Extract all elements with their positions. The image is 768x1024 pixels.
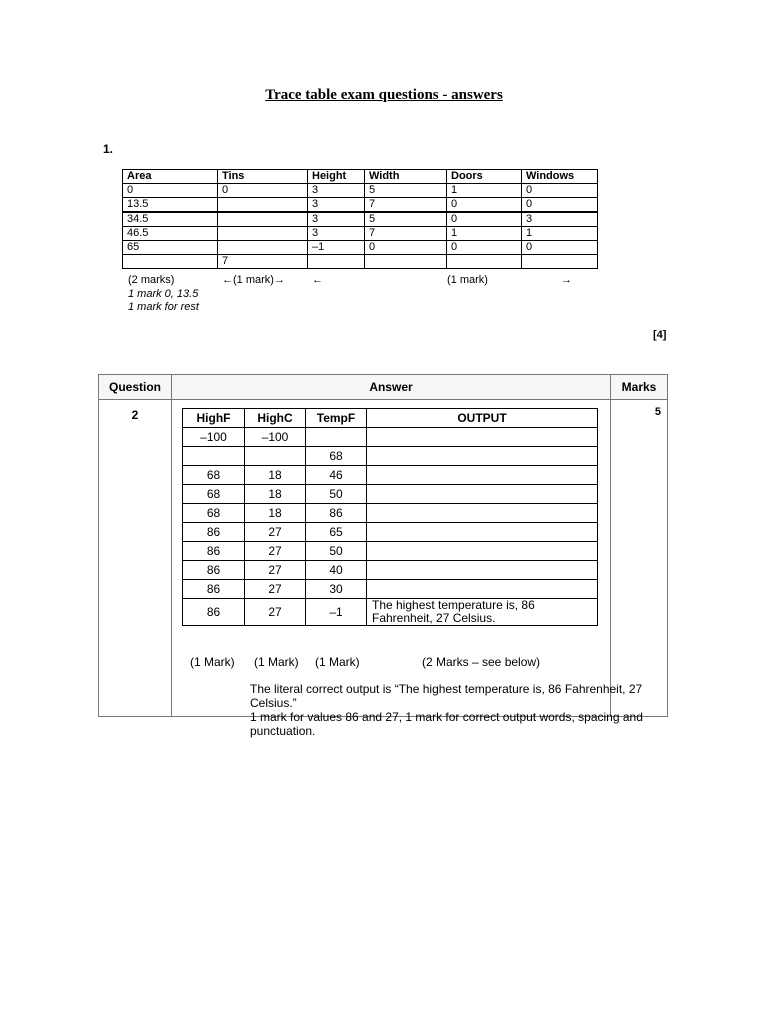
table-cell xyxy=(218,227,308,241)
table-cell xyxy=(218,198,308,213)
table-cell: –100 xyxy=(183,428,245,447)
table-row xyxy=(183,428,598,447)
question-1-number: 1. xyxy=(103,142,114,156)
table-cell: 0 xyxy=(522,184,598,198)
question-2-table xyxy=(98,374,668,738)
table-cell xyxy=(367,466,598,485)
table-cell: 46 xyxy=(306,466,367,485)
table-row xyxy=(123,198,598,213)
table-row xyxy=(183,447,598,466)
table-row xyxy=(183,485,598,504)
question-number: 2 xyxy=(99,400,172,717)
output-cell: The highest temperature is, 86 Fahrenheit, 27 Celsius. xyxy=(367,599,598,626)
table-cell: 68 xyxy=(306,447,367,466)
table-row xyxy=(123,212,598,227)
table-cell: 0 xyxy=(522,198,598,213)
table-row xyxy=(183,523,598,542)
table-cell: 46.5 xyxy=(123,227,218,241)
table-cell: 65 xyxy=(306,523,367,542)
table-cell xyxy=(218,212,308,227)
table-cell: 40 xyxy=(306,561,367,580)
table-cell: 3 xyxy=(522,212,598,227)
table-cell xyxy=(367,580,598,599)
table-cell: 86 xyxy=(183,580,245,599)
table-cell xyxy=(522,255,598,269)
table-cell xyxy=(245,447,306,466)
table-header-row xyxy=(99,375,668,400)
table-cell: 86 xyxy=(183,599,245,626)
table-cell: 3 xyxy=(308,227,365,241)
table-cell xyxy=(367,523,598,542)
answer-cell xyxy=(172,400,643,738)
table-cell: 7 xyxy=(218,255,308,269)
table-cell xyxy=(367,542,598,561)
marks-note-1: 1 mark 0, 13.5 xyxy=(128,288,199,300)
marking-note xyxy=(250,682,670,738)
table-cell: 34.5 xyxy=(123,212,218,227)
table-row xyxy=(123,241,598,255)
table-cell: 7 xyxy=(365,227,447,241)
table-cell: 0 xyxy=(447,241,522,255)
table-cell xyxy=(123,255,218,269)
table-cell: 27 xyxy=(245,523,306,542)
table-cell: 0 xyxy=(365,241,447,255)
table-cell: 86 xyxy=(183,542,245,561)
header-height: Height xyxy=(308,170,365,184)
table-cell: 0 xyxy=(522,241,598,255)
table-cell: 7 xyxy=(365,198,447,213)
header-tins: Tins xyxy=(218,170,308,184)
table-cell xyxy=(447,255,522,269)
table-row xyxy=(123,184,598,198)
header-doors: Doors xyxy=(447,170,522,184)
trace-table-q2 xyxy=(182,408,598,626)
arrow-left-icon: ← xyxy=(312,274,323,286)
mark-label-highf: (1 Mark) xyxy=(190,655,235,669)
table-row xyxy=(183,466,598,485)
table-cell: 18 xyxy=(245,466,306,485)
table-cell: 68 xyxy=(183,466,245,485)
table-cell: –1 xyxy=(308,241,365,255)
question-1-total-marks: [4] xyxy=(653,329,667,341)
page-title: Trace table exam questions - answers xyxy=(265,87,503,103)
table-cell: 27 xyxy=(245,561,306,580)
header-area: Area xyxy=(123,170,218,184)
table-cell: 0 xyxy=(447,212,522,227)
table-cell xyxy=(367,561,598,580)
header-windows: Windows xyxy=(522,170,598,184)
table-cell: 86 xyxy=(183,523,245,542)
table-cell xyxy=(218,241,308,255)
table-cell xyxy=(365,255,447,269)
table-cell: 86 xyxy=(306,504,367,523)
table-cell xyxy=(367,447,598,466)
table-cell: 3 xyxy=(308,212,365,227)
marks-doors-label: (1 mark) xyxy=(447,274,488,286)
trace-table-q1 xyxy=(122,169,598,269)
header-tempf: TempF xyxy=(306,409,367,428)
header-highf: HighF xyxy=(183,409,245,428)
table-row xyxy=(99,400,668,717)
table-cell: 0 xyxy=(218,184,308,198)
table-row xyxy=(123,255,598,269)
header-question: Question xyxy=(99,375,172,400)
table-cell: 50 xyxy=(306,485,367,504)
table-cell: 1 xyxy=(522,227,598,241)
header-highc: HighC xyxy=(245,409,306,428)
table-cell xyxy=(367,428,598,447)
table-cell: 0 xyxy=(447,198,522,213)
table-row xyxy=(123,227,598,241)
marking-note-line-1: The literal correct output is “The highest temperature is, 86 Fahrenheit, 27 Celsius.” xyxy=(250,682,643,710)
arrow-right-icon: → xyxy=(561,274,572,286)
table-cell xyxy=(367,485,598,504)
header-output: OUTPUT xyxy=(367,409,598,428)
marks-area-label: (2 marks) xyxy=(128,274,175,286)
table-cell xyxy=(308,255,365,269)
table-cell: –100 xyxy=(245,428,306,447)
table-cell: 1 xyxy=(447,227,522,241)
table-row xyxy=(183,504,598,523)
table-header-row xyxy=(183,409,598,428)
table-cell: 3 xyxy=(308,184,365,198)
table-row xyxy=(183,599,598,626)
marks-note-2: 1 mark for rest xyxy=(128,301,199,313)
mark-label-output: (2 Marks – see below) xyxy=(422,655,541,669)
marking-note-line-2: 1 mark for values 86 and 27, 1 mark for correct output words, spacing and punctuation. xyxy=(250,710,643,738)
table-row xyxy=(183,561,598,580)
table-cell: 3 xyxy=(308,198,365,213)
table-cell: 86 xyxy=(183,561,245,580)
marks-tins-label: ←(1 mark)→ xyxy=(222,274,285,286)
table-cell: 5 xyxy=(365,184,447,198)
table-cell: 68 xyxy=(183,504,245,523)
table-cell: 5 xyxy=(365,212,447,227)
header-marks: Marks xyxy=(611,375,668,400)
question-marks: 5 xyxy=(611,400,668,717)
table-header-row xyxy=(123,170,598,184)
table-cell: 18 xyxy=(245,485,306,504)
table-cell xyxy=(367,504,598,523)
table-cell: 27 xyxy=(245,542,306,561)
table-cell: 18 xyxy=(245,504,306,523)
header-answer: Answer xyxy=(172,375,611,400)
table-row xyxy=(183,580,598,599)
table-cell: 0 xyxy=(123,184,218,198)
table-cell: 1 xyxy=(447,184,522,198)
table-cell: 27 xyxy=(245,599,306,626)
table-row xyxy=(183,542,598,561)
table-cell: 50 xyxy=(306,542,367,561)
table-cell: 27 xyxy=(245,580,306,599)
mark-label-highc: (1 Mark) xyxy=(254,655,299,669)
table-cell xyxy=(183,447,245,466)
table-cell: 30 xyxy=(306,580,367,599)
table-cell: 13.5 xyxy=(123,198,218,213)
table-cell xyxy=(306,428,367,447)
table-cell: 65 xyxy=(123,241,218,255)
header-width: Width xyxy=(365,170,447,184)
mark-label-tempf: (1 Mark) xyxy=(315,655,360,669)
table-cell: 68 xyxy=(183,485,245,504)
table-cell: –1 xyxy=(306,599,367,626)
